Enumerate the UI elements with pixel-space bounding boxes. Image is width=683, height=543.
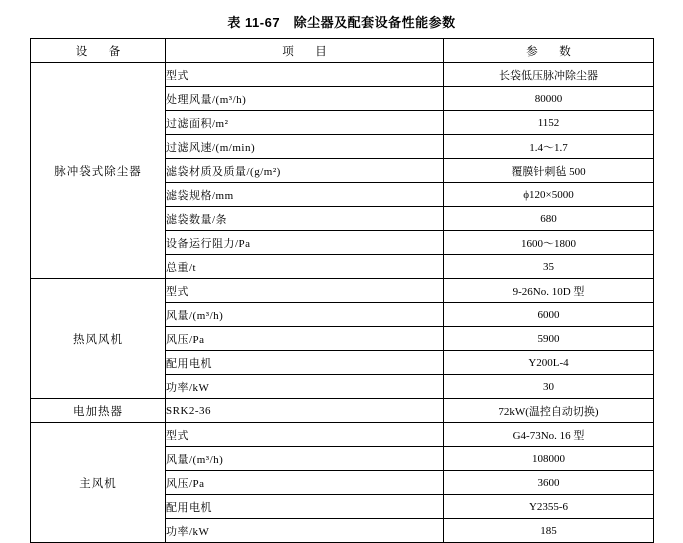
item-cell: 滤袋数量/条 [166,207,444,231]
item-cell: 过滤面积/m² [166,111,444,135]
item-cell: SRK2-36 [166,399,444,423]
parameter-cell: 3600 [444,471,654,495]
item-cell: 配用电机 [166,351,444,375]
item-cell: 风压/Pa [166,471,444,495]
parameter-cell: ϕ120×5000 [444,183,654,207]
item-cell: 配用电机 [166,495,444,519]
page-title: 表 11-67 除尘器及配套设备性能参数 [227,15,456,30]
item-cell: 风量/(m³/h) [166,303,444,327]
table-row [31,63,654,87]
parameter-cell: 长袋低压脉冲除尘器 [444,63,654,87]
table-header [31,39,654,63]
table-row [31,399,654,423]
parameter-cell: G4-73No. 16 型 [444,423,654,447]
parameter-cell: 72kW(温控自动切换) [444,399,654,423]
item-cell: 过滤风速/(m/min) [166,135,444,159]
parameter-cell: 1600～1800 [444,231,654,255]
parameter-cell: 9-26No. 10D 型 [444,279,654,303]
table-row [31,279,654,303]
table-body [31,63,654,543]
column-header-equipment: 设 备 [31,39,166,63]
item-cell: 风量/(m³/h) [166,447,444,471]
item-cell: 总重/t [166,255,444,279]
item-cell: 滤袋规格/mm [166,183,444,207]
table-header-row [31,39,654,63]
item-cell: 型式 [166,423,444,447]
column-header-parameter: 参 数 [444,39,654,63]
item-cell: 滤袋材质及质量/(g/m²) [166,159,444,183]
parameter-cell: 35 [444,255,654,279]
parameter-cell: 6000 [444,303,654,327]
item-cell: 设备运行阻力/Pa [166,231,444,255]
item-cell: 功率/kW [166,375,444,399]
equipment-name-cell: 热风风机 [31,279,166,399]
item-cell: 型式 [166,63,444,87]
parameter-cell: 30 [444,375,654,399]
item-cell: 型式 [166,279,444,303]
spec-table [30,38,654,543]
parameter-cell: Y200L-4 [444,351,654,375]
parameter-cell: 80000 [444,87,654,111]
equipment-name-cell: 脉冲袋式除尘器 [31,63,166,279]
equipment-name-cell: 电加热器 [31,399,166,423]
item-cell: 处理风量/(m³/h) [166,87,444,111]
item-cell: 风压/Pa [166,327,444,351]
parameter-cell: 680 [444,207,654,231]
parameter-cell: 5900 [444,327,654,351]
table-row [31,423,654,447]
parameter-cell: 108000 [444,447,654,471]
parameter-cell: 1152 [444,111,654,135]
item-cell: 功率/kW [166,519,444,543]
equipment-name-cell: 主风机 [31,423,166,543]
column-header-item: 项 目 [166,39,444,63]
parameter-cell: Y2355-6 [444,495,654,519]
parameter-cell: 185 [444,519,654,543]
parameter-cell: 覆膜针刺毡 500 [444,159,654,183]
parameter-cell: 1.4～1.7 [444,135,654,159]
